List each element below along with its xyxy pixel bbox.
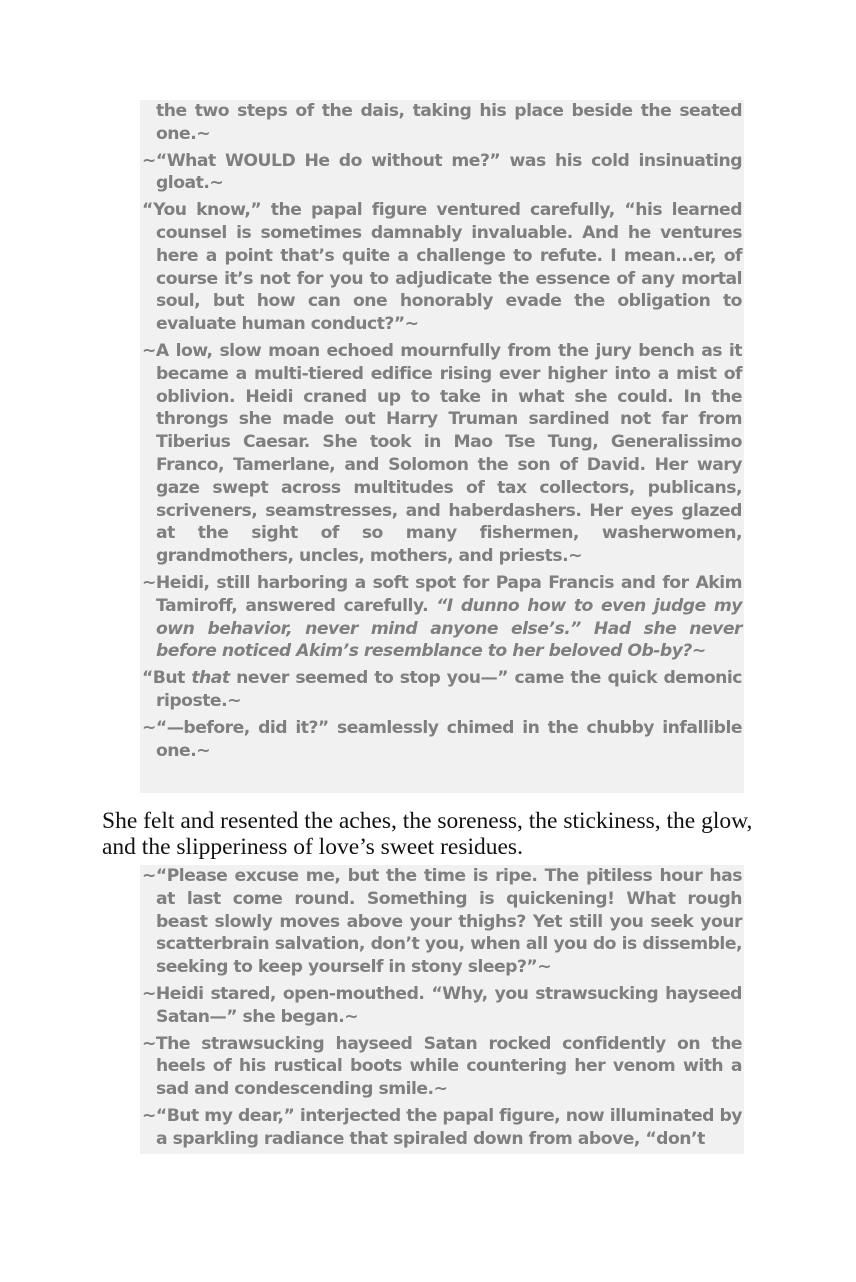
paragraph-gloat: ~“What WOULD He do without me?” was his cold insinuating gloat.~ <box>142 150 742 194</box>
riposte-italic-word: that <box>191 668 230 689</box>
paragraph-satan-rocked: ~The strawsucking hayseed Satan rocked confidently on the heels of his rustical boots while countering her venom with a sad and condescending smile.~ <box>142 1033 742 1100</box>
heidi-answer-quote: “I dunno how to even judge my own behavior, never mind anyone else’s.” <box>156 595 742 639</box>
riposte-end: never seemed to stop you—” came the quick demonic riposte.~ <box>156 668 742 711</box>
paragraph-jury-bench: ~A low, slow moan echoed mournfully from the jury bench as it became a multi-tiered edifice rising ever higher into a mist of oblivion. Heidi craned up to take in what she could. In the throngs she made out Harry Truman sardined not far from Tiberius Caesar. She took in Mao Tse Tung, Generalissimo Franco, Tamerlane, and Solomon the son of David. Her wary gaze swept across multitudes of tax collectors, publicans, scriveners, seamstresses, and haberdashers. Her eyes glazed at the sight of so many fishermen, washerwomen, grandmothers, uncles, mothers, and priests.~ <box>142 340 742 567</box>
body-text-paragraph: She felt and resented the aches, the soreness, the stickiness, the glow, and the slipperiness of love’s sweet residues. <box>102 808 753 860</box>
quoted-text-block-2 <box>140 865 744 1154</box>
paragraph-papal-figure: “You know,” the papal figure ventured carefully, “his learned counsel is sometimes damnably invaluable. And he ventures here a point that’s quite a challenge to refute. I mean...er, of course it’s not for you to adjudicate the essence of any mortal soul, but how can one honorably evade the obligation to evaluate human conduct?”~ <box>142 200 742 335</box>
paragraph-heidi-stared: ~Heidi stared, open-mouthed. “Why, you strawsucking hayseed Satan—” she began.~ <box>142 983 742 1027</box>
paragraph-dais: the two steps of the dais, taking his place beside the seated one.~ <box>156 101 742 144</box>
riposte-start: “But <box>142 668 192 689</box>
paragraph-my-dear: ~“But my dear,” interjected the papal figure, now illuminated by a sparkling radiance that spiraled down from above, “don’t <box>142 1105 742 1149</box>
paragraph-heidi-answer <box>140 572 744 663</box>
paragraph-infallible: ~“—before, did it?” seamlessly chimed in the chubby infallible one.~ <box>142 717 742 761</box>
heidi-answer-plain: ~Heidi, still harboring a soft spot for Papa Francis and for Akim Tamiroff, answered carefully. <box>142 572 742 616</box>
heidi-answer-rest: Had she never before noticed Akim’s resemblance to her beloved Ob-by?~ <box>156 618 742 662</box>
paragraph-riposte <box>140 667 744 713</box>
quoted-text-block-1 <box>140 100 744 793</box>
paragraph-excuse-me: ~“Please excuse me, but the time is ripe. The pitiless hour has at last come round. Something is quickening! What rough beast slowly moves above your thighs? Yet still you seek your scatterbrain salvation, don’t you, when all you do is dissemble, seeking to keep yourself in stony sleep?”~ <box>142 866 742 978</box>
